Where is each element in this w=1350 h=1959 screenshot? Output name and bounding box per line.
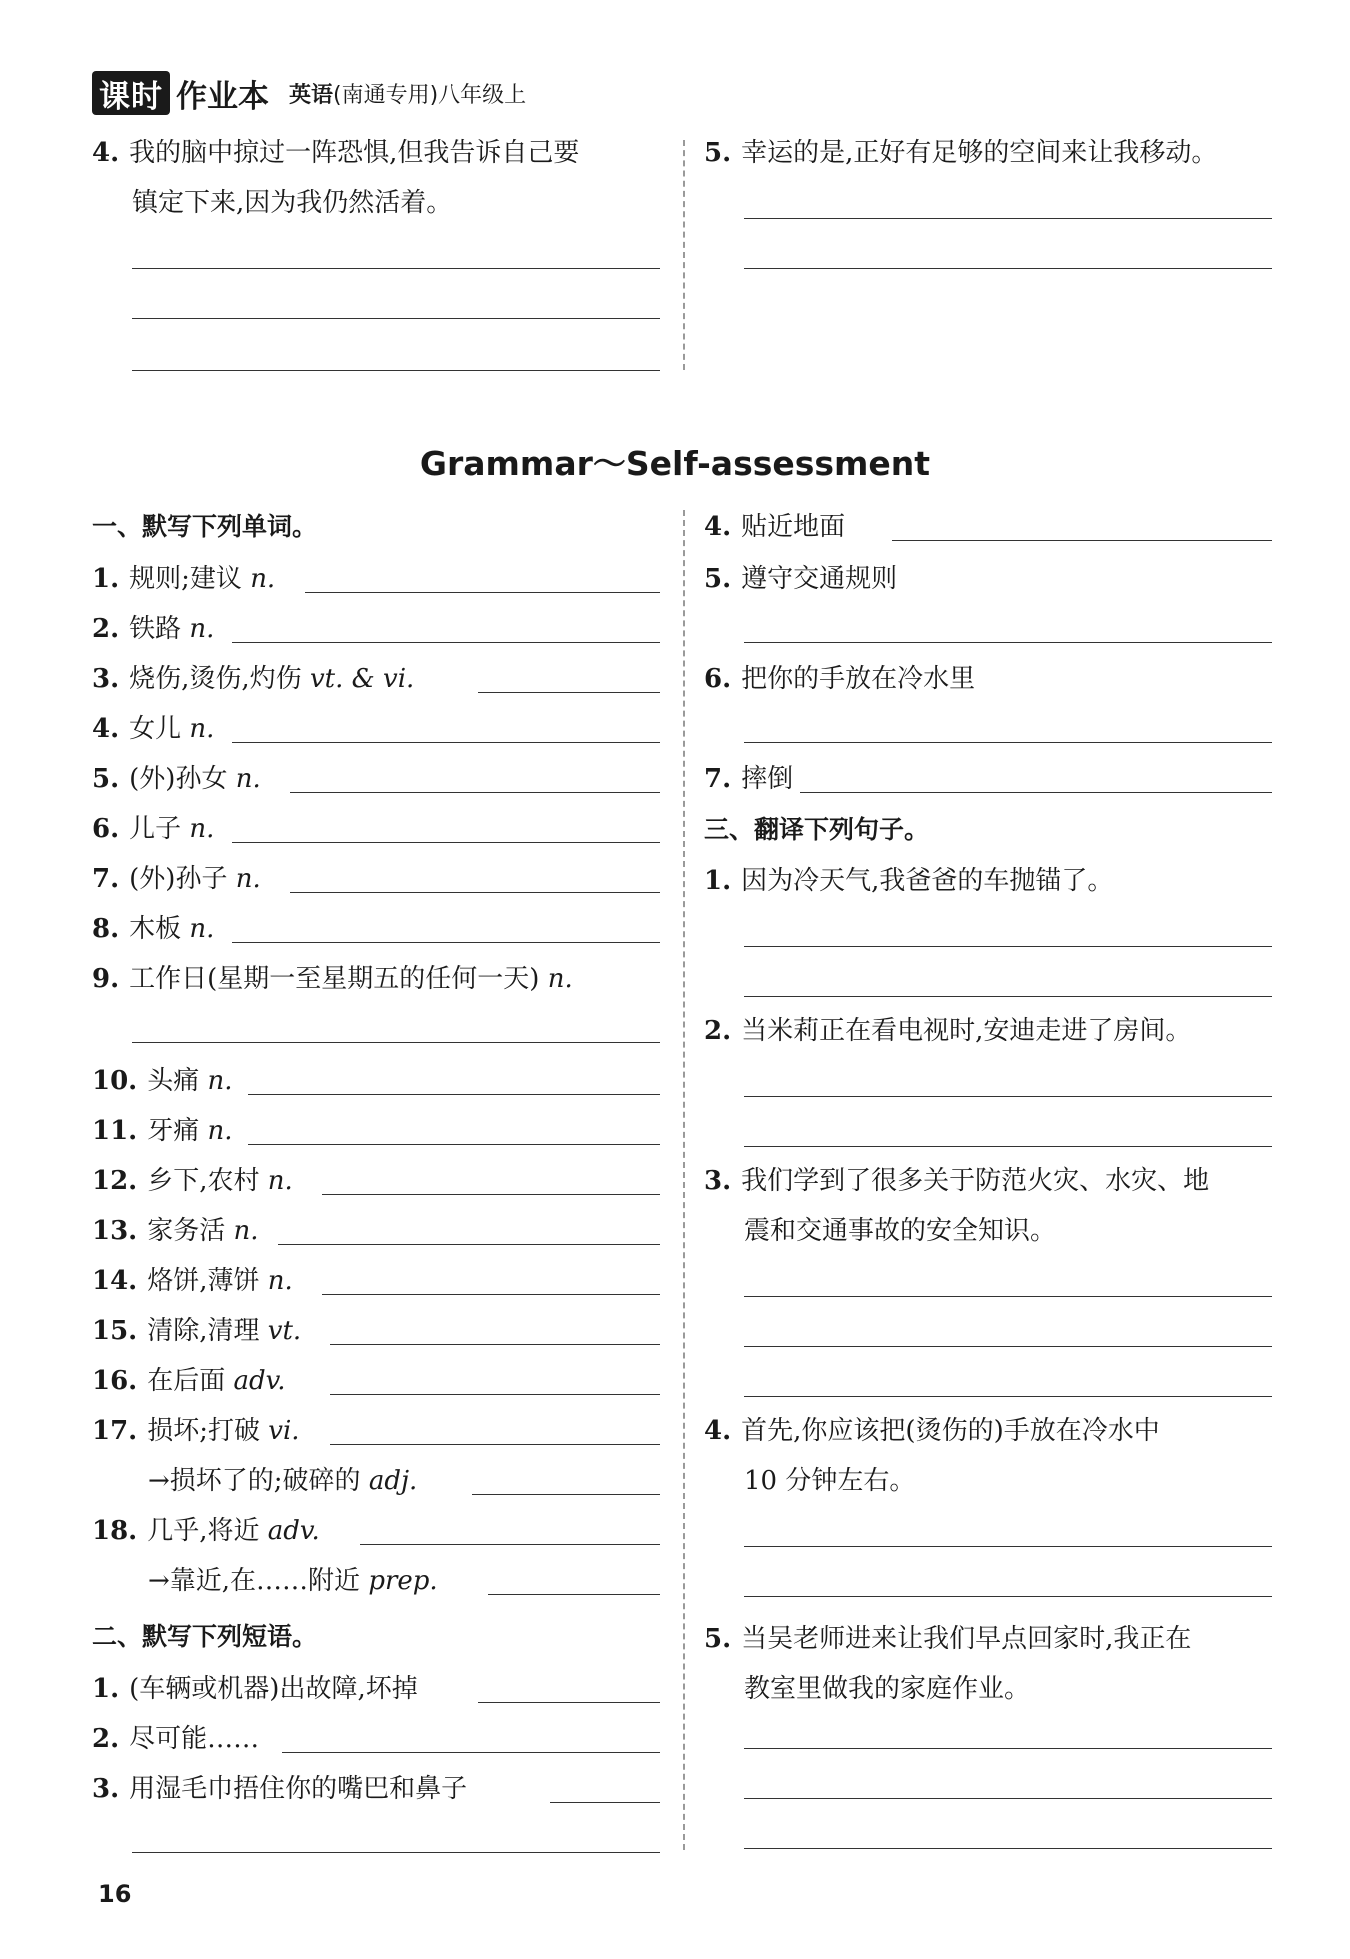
item-text: 用湿毛巾捂住你的嘴巴和鼻子 xyxy=(129,1774,468,1804)
sentence-item xyxy=(704,1414,1160,1448)
answer-line[interactable] xyxy=(330,1394,660,1395)
item-text: 把你的手放在冷水里 xyxy=(741,664,976,694)
item-text: 乡下,农村 xyxy=(147,1166,268,1196)
word-item xyxy=(148,1464,417,1498)
item-text: (车辆或机器)出故障,坏掉 xyxy=(129,1674,418,1704)
item-number: 5. xyxy=(92,764,120,794)
word-item xyxy=(92,1064,233,1098)
item-number: 4. xyxy=(704,512,732,542)
part-of-speech: adj. xyxy=(368,1466,418,1496)
part-of-speech: vt. & vi. xyxy=(309,664,415,694)
answer-line[interactable] xyxy=(744,218,1272,219)
answer-line[interactable] xyxy=(232,742,660,743)
word-item xyxy=(92,1264,293,1298)
part-of-speech: n. xyxy=(189,814,215,844)
answer-line[interactable] xyxy=(278,1244,660,1245)
answer-line[interactable] xyxy=(232,642,660,643)
item-text: 铁路 xyxy=(129,614,190,644)
answer-line[interactable] xyxy=(132,1042,660,1043)
part-of-speech: n. xyxy=(267,1166,293,1196)
word-item xyxy=(148,1564,438,1598)
item-text: 烙饼,薄饼 xyxy=(147,1266,268,1296)
answer-line[interactable] xyxy=(550,1802,660,1803)
sentence-continuation: 教室里做我的家庭作业。 xyxy=(744,1674,1031,1704)
answer-line[interactable] xyxy=(232,942,660,943)
item-text: 当米莉正在看电视时,安迪走进了房间。 xyxy=(741,1016,1192,1046)
answer-line[interactable] xyxy=(478,692,660,693)
part-of-speech: n. xyxy=(235,864,261,894)
answer-line[interactable] xyxy=(478,1702,660,1703)
answer-line[interactable] xyxy=(330,1344,660,1345)
answer-line[interactable] xyxy=(232,842,660,843)
phrase-item xyxy=(704,762,793,796)
word-item xyxy=(92,962,573,996)
word-item xyxy=(92,712,214,746)
answer-line[interactable] xyxy=(744,1396,1272,1397)
phrase-item xyxy=(704,562,897,596)
item-text: 儿子 xyxy=(129,814,190,844)
item-text: →靠近,在……附近 xyxy=(148,1566,369,1596)
section2-heading: 二、默写下列短语。 xyxy=(92,1622,318,1651)
item-number: 2. xyxy=(92,614,120,644)
column-divider-main xyxy=(683,510,685,1850)
item-text: →损坏了的;破碎的 xyxy=(148,1466,369,1496)
part-of-speech: n. xyxy=(189,714,215,744)
word-item xyxy=(92,1314,301,1348)
word-item xyxy=(92,912,214,946)
part-of-speech: vt. xyxy=(267,1316,302,1346)
part-of-speech: prep. xyxy=(368,1566,438,1596)
item-number: 7. xyxy=(92,864,120,894)
part-of-speech: n. xyxy=(250,564,276,594)
answer-line[interactable] xyxy=(132,1852,660,1853)
part-of-speech: vi. xyxy=(268,1416,300,1446)
item-number: 14. xyxy=(92,1266,138,1296)
answer-line[interactable] xyxy=(744,742,1272,743)
item-text: 贴近地面 xyxy=(741,512,846,542)
answer-line[interactable] xyxy=(132,370,660,371)
item-number: 7. xyxy=(704,764,732,794)
word-item xyxy=(92,1114,233,1148)
part-of-speech: n. xyxy=(547,964,573,994)
answer-line[interactable] xyxy=(744,642,1272,643)
item-text: 牙痛 xyxy=(147,1116,208,1146)
item-text: 损坏;打破 xyxy=(147,1416,269,1446)
item-text: 工作日(星期一至星期五的任何一天) xyxy=(129,964,548,994)
logo-box: 课时 xyxy=(92,71,170,115)
section3-heading: 三、翻译下列句子。 xyxy=(704,815,930,844)
answer-line[interactable] xyxy=(744,1596,1272,1597)
part-of-speech: n. xyxy=(235,764,261,794)
part-of-speech: n. xyxy=(207,1066,233,1096)
item-number: 15. xyxy=(92,1316,138,1346)
word-item xyxy=(92,812,214,846)
answer-line[interactable] xyxy=(360,1544,660,1545)
item-number: 5. xyxy=(704,1624,732,1654)
word-item xyxy=(92,762,261,796)
item-number: 1. xyxy=(92,564,120,594)
item-text: 几乎,将近 xyxy=(147,1516,268,1546)
word-item xyxy=(92,1214,259,1248)
item-text: 家务活 xyxy=(147,1216,234,1246)
item-number: 2. xyxy=(92,1724,120,1754)
answer-line[interactable] xyxy=(132,268,660,269)
answer-line[interactable] xyxy=(744,268,1272,269)
sentence-item xyxy=(704,1622,1191,1656)
item-text: 尽可能…… xyxy=(129,1724,260,1754)
answer-line[interactable] xyxy=(282,1752,660,1753)
phrase-item xyxy=(92,1772,467,1806)
item-number: 8. xyxy=(92,914,120,944)
item-number: 6. xyxy=(92,814,120,844)
part-of-speech: adv. xyxy=(267,1516,320,1546)
answer-line[interactable] xyxy=(744,996,1272,997)
item-number: 2. xyxy=(704,1016,732,1046)
answer-line[interactable] xyxy=(322,1294,660,1295)
item-text: 女儿 xyxy=(129,714,190,744)
answer-line[interactable] xyxy=(472,1494,660,1495)
word-item xyxy=(92,1164,293,1198)
item-number: 18. xyxy=(92,1516,138,1546)
item-text: 首先,你应该把(烫伤的)手放在冷水中 xyxy=(741,1416,1160,1446)
item-text: 清除,清理 xyxy=(147,1316,268,1346)
item-number: 4. xyxy=(704,1416,732,1446)
subject-rest: (南通专用)八年级上 xyxy=(333,82,527,108)
answer-line[interactable] xyxy=(290,792,660,793)
item-number: 3. xyxy=(704,1166,732,1196)
sentence-continuation: 震和交通事故的安全知识。 xyxy=(744,1216,1057,1246)
word-item xyxy=(92,862,261,896)
word-item xyxy=(92,1364,286,1398)
sentence-item xyxy=(704,1014,1191,1048)
item-number: 4. xyxy=(92,714,120,744)
part-of-speech: n. xyxy=(267,1266,293,1296)
item-number: 16. xyxy=(92,1366,138,1396)
item-text: 在后面 xyxy=(147,1366,234,1396)
answer-line[interactable] xyxy=(744,946,1272,947)
answer-line[interactable] xyxy=(892,540,1272,541)
answer-line[interactable] xyxy=(322,1194,660,1195)
item-number: 1. xyxy=(92,1674,120,1704)
answer-line[interactable] xyxy=(744,1748,1272,1749)
item-text: 头痛 xyxy=(147,1066,208,1096)
item-text: 摔倒 xyxy=(741,764,794,794)
subject-label xyxy=(289,78,526,109)
item-text: 当吴老师进来让我们早点回家时,我正在 xyxy=(741,1624,1192,1654)
item-text: 我们学到了很多关于防范火灾、水灾、地 xyxy=(741,1166,1210,1196)
word-item xyxy=(92,612,214,646)
section-title: Grammar～Self-assessment xyxy=(419,444,931,483)
answer-line[interactable] xyxy=(744,1296,1272,1297)
item-number: 5. xyxy=(704,564,732,594)
item-text: 规则;建议 xyxy=(129,564,251,594)
answer-line[interactable] xyxy=(132,318,660,319)
item-number: 10. xyxy=(92,1066,138,1096)
word-item xyxy=(92,662,414,696)
part-of-speech: n. xyxy=(189,914,215,944)
phrase-item xyxy=(704,662,975,696)
logo-text: 作业本 xyxy=(176,78,269,115)
phrase-item xyxy=(704,510,845,544)
answer-line[interactable] xyxy=(290,892,660,893)
answer-line[interactable] xyxy=(744,1146,1272,1147)
item-number: 13. xyxy=(92,1216,138,1246)
item-text: 因为冷天气,我爸爸的车抛锚了。 xyxy=(741,866,1114,896)
item-number: 1. xyxy=(704,866,732,896)
part-of-speech: adv. xyxy=(233,1366,286,1396)
answer-line[interactable] xyxy=(744,1546,1272,1547)
item-number: 11. xyxy=(92,1116,138,1146)
item-text: (外)孙子 xyxy=(129,864,236,894)
sentence-item xyxy=(704,864,1113,898)
page-header xyxy=(92,70,526,116)
word-item xyxy=(92,1514,320,1548)
phrase-item xyxy=(92,1722,259,1756)
answer-line[interactable] xyxy=(488,1594,660,1595)
answer-line[interactable] xyxy=(744,1096,1272,1097)
answer-line[interactable] xyxy=(744,1848,1272,1849)
top-q4-line1: 4. 我的脑中掠过一阵恐惧,但我告诉自己要 xyxy=(92,138,580,168)
column-divider-top xyxy=(683,140,685,370)
page-number: 16 xyxy=(98,1880,132,1908)
item-number: 6. xyxy=(704,664,732,694)
section1-heading: 一、默写下列单词。 xyxy=(92,512,318,541)
word-item xyxy=(92,1414,300,1448)
item-text: 木板 xyxy=(129,914,190,944)
item-number: 3. xyxy=(92,664,120,694)
item-text: 遵守交通规则 xyxy=(741,564,898,594)
part-of-speech: n. xyxy=(207,1116,233,1146)
item-number: 9. xyxy=(92,964,120,994)
answer-line[interactable] xyxy=(800,792,1272,793)
answer-line[interactable] xyxy=(330,1444,660,1445)
item-number: 12. xyxy=(92,1166,138,1196)
item-number: 17. xyxy=(92,1416,138,1446)
sentence-item xyxy=(704,1164,1209,1198)
answer-line[interactable] xyxy=(305,592,660,593)
answer-line[interactable] xyxy=(248,1094,660,1095)
answer-line[interactable] xyxy=(744,1346,1272,1347)
answer-line[interactable] xyxy=(744,1798,1272,1799)
subject-bold: 英语 xyxy=(289,82,334,108)
item-number: 3. xyxy=(92,1774,120,1804)
phrase-item xyxy=(92,1672,418,1706)
answer-line[interactable] xyxy=(248,1144,660,1145)
top-q5: 5. 幸运的是,正好有足够的空间来让我移动。 xyxy=(704,138,1218,168)
item-text: 烧伤,烫伤,灼伤 xyxy=(129,664,310,694)
item-text: (外)孙女 xyxy=(129,764,236,794)
sentence-continuation: 10 分钟左右。 xyxy=(744,1466,916,1496)
part-of-speech: n. xyxy=(233,1216,259,1246)
top-q4-line2: 镇定下来,因为我仍然活着。 xyxy=(132,188,453,218)
word-item xyxy=(92,562,275,596)
part-of-speech: n. xyxy=(189,614,215,644)
